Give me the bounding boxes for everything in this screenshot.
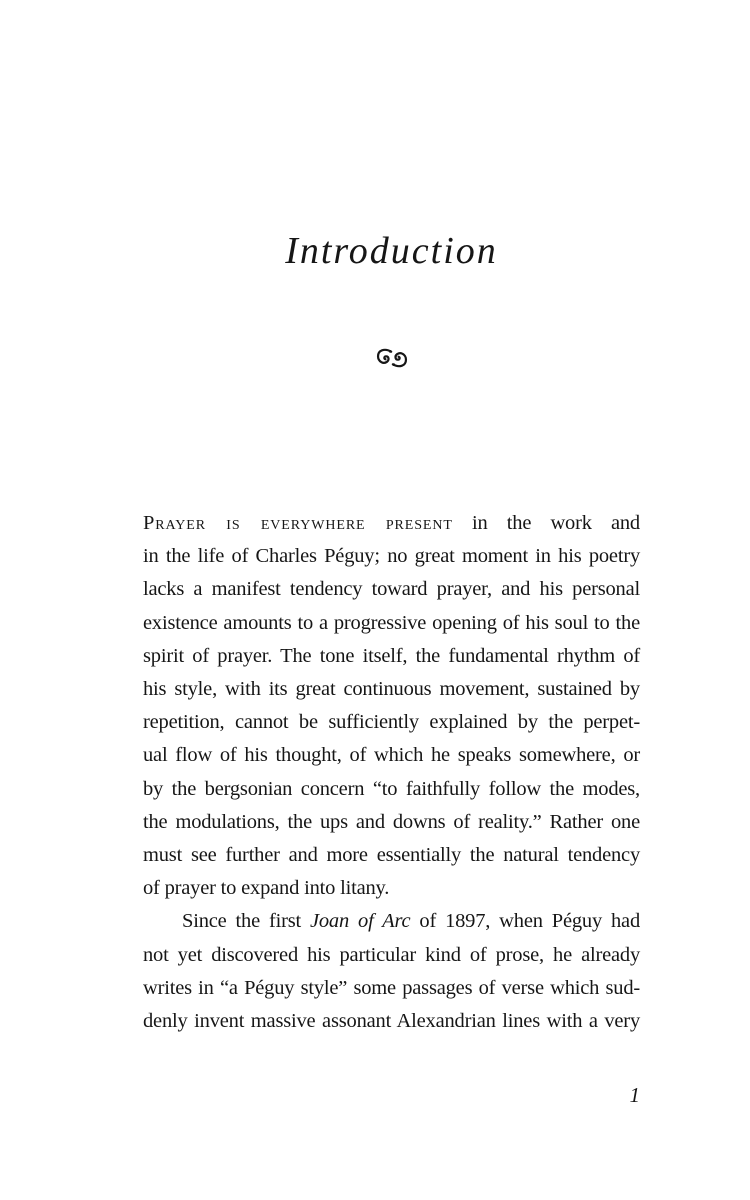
body-text-segment: Since the first [182,910,310,933]
smallcaps-text: Prayer is everywhere present [143,512,453,534]
text-line [143,806,640,839]
body-text-segment: in the work and [452,512,640,534]
text-line [143,673,640,706]
body-text-segment: ual flow of his thought, of which he speaks somewhere, or [143,744,640,767]
text-line [143,905,640,938]
scroll-fleuron-icon [375,347,409,364]
body-text-segment: of prayer to expand into litany. [143,877,390,900]
text-line [143,640,640,673]
text-line [143,939,640,972]
body-text [143,507,640,1038]
body-text-segment: must see further and more essentially the natural tendency [143,844,640,867]
body-text-segment: by the bergsonian concern “to faithfully follow the modes, [143,777,640,800]
text-line [143,507,640,540]
italic-text: Joan of Arc [309,910,411,933]
body-text-segment: writes in “a Péguy style” some passages of verse which sud- [143,976,640,999]
text-line [143,1005,640,1038]
text-line [143,972,640,1005]
text-line [143,839,640,872]
body-text-segment: in the life of Charles Péguy; no great moment in his poetry [143,545,640,568]
body-text-segment: existence amounts to a progressive opening of his soul to the [143,611,640,634]
body-text-segment: denly invent massive assonant Alexandrian lines with a very [143,1010,640,1033]
section-ornament [143,347,640,369]
body-text-segment: his style, with its great continuous movement, sustained by [143,678,640,701]
text-line [143,573,640,606]
body-text-segment: not yet discovered his particular kind of prose, he already [143,943,640,966]
body-text-segment: spirit of prayer. The tone itself, the fundamental rhythm of [143,644,640,667]
text-line [143,739,640,772]
body-text-segment: the modulations, the ups and downs of reality.” Rather one [143,810,640,833]
text-line [143,540,640,573]
body-text-segment: lacks a manifest tendency toward prayer, and his personal [143,578,640,601]
text-line [143,706,640,739]
text-line [143,872,640,905]
text-line [143,607,640,640]
body-text-segment: repetition, cannot be sufficiently explained by the perpet- [143,711,640,734]
page-number: 1 [629,1083,640,1107]
body-text-segment: of 1897, when Péguy had [410,910,641,933]
chapter-title: Introduction [285,230,498,272]
text-line [143,773,640,806]
